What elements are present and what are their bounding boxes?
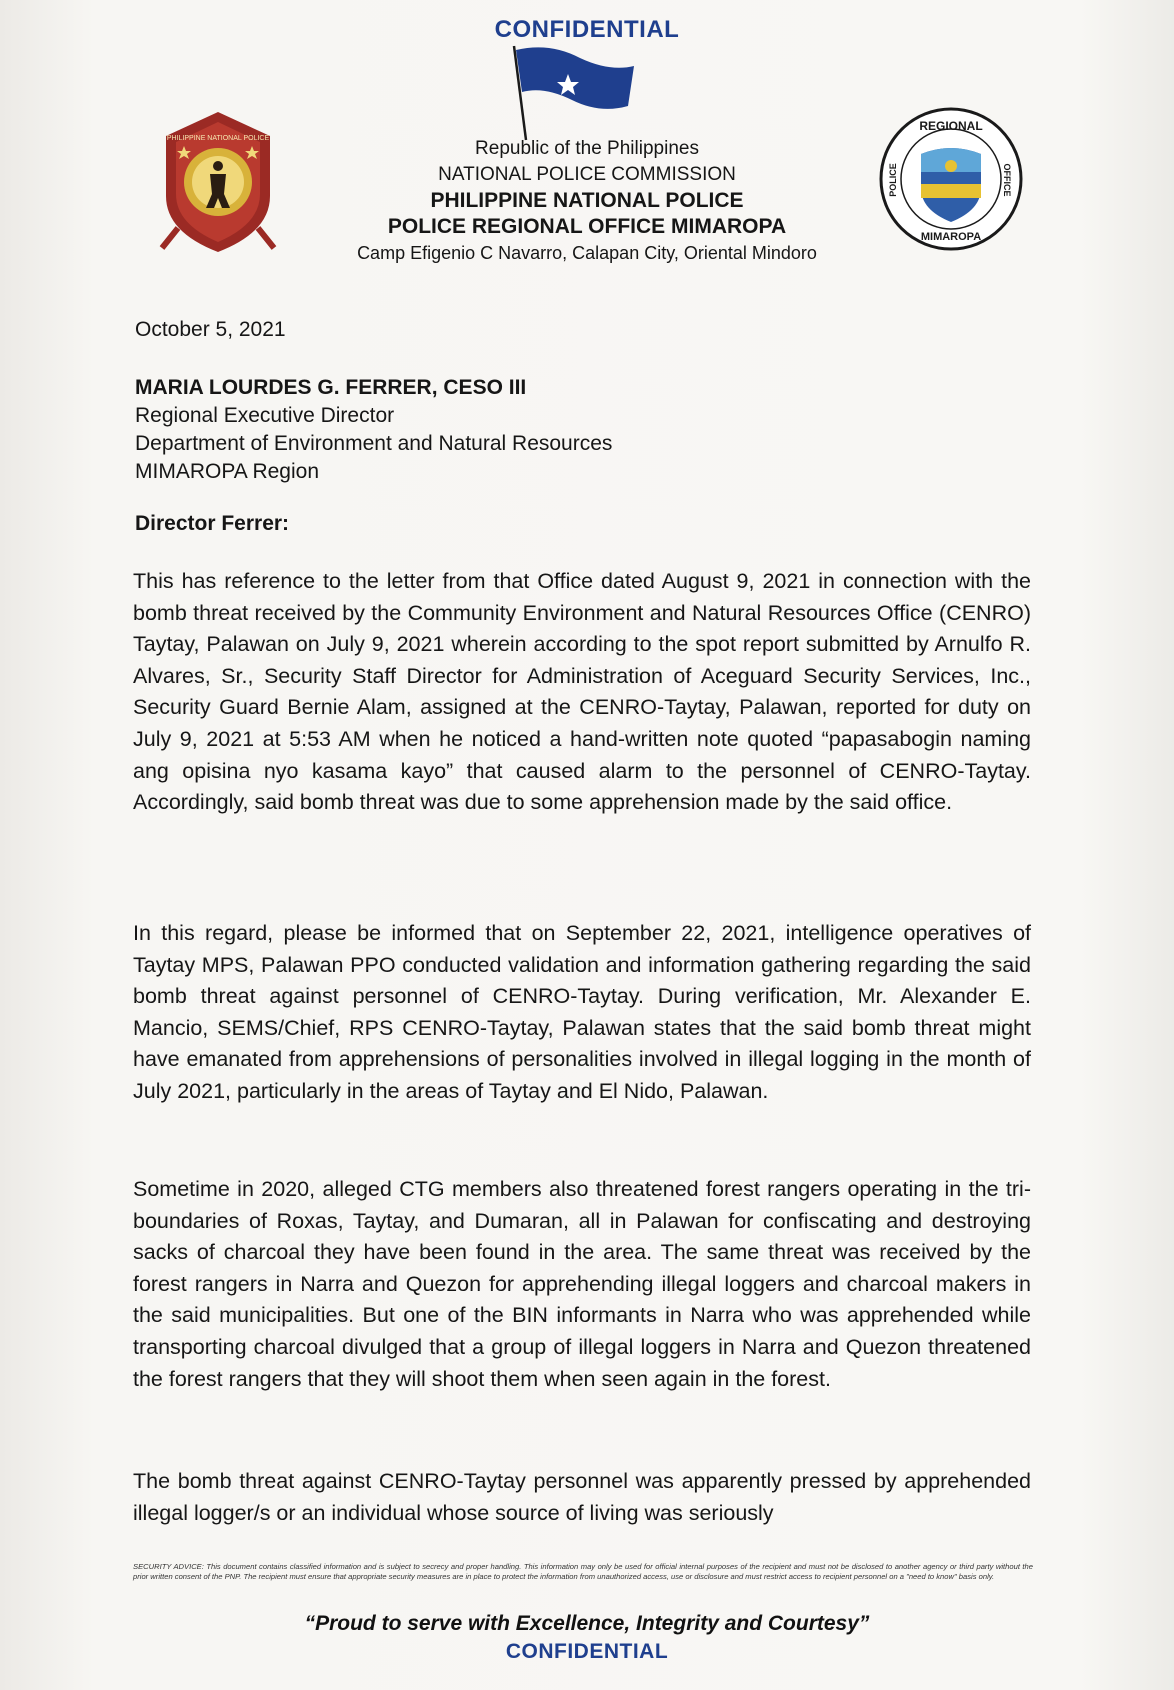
recipient-name: MARIA LOURDES G. FERRER, CESO III bbox=[135, 376, 527, 399]
recipient-department: Department of Environment and Natural Resources bbox=[135, 432, 613, 455]
letterhead-office: POLICE REGIONAL OFFICE MIMAROPA bbox=[387, 215, 787, 238]
body-paragraph-4: The bomb threat against CENRO-Taytay personnel was apparently pressed by apprehended illegal logger/s or an individual whose source of living was seriously bbox=[133, 1469, 1031, 1525]
motto: “Proud to serve with Excellence, Integrity and Courtesy” bbox=[304, 1612, 870, 1635]
letterhead-commission: NATIONAL POLICE COMMISSION bbox=[438, 164, 736, 185]
salutation: Director Ferrer: bbox=[135, 512, 290, 535]
body-paragraph-1: This has reference to the letter from that Office dated August 9, 2021 in connection with the bomb threat received by the Community Environment and Natural Resources Office (CENRO) Taytay, Palawan on July 9, 2021 wherein according to the spot report submitted by Arnulfo R. Alvares, Sr., Security Staff Director for Administration of Aceguard Security Services, Inc., Security Guard Bernie Alam, assigned at the CENRO-Taytay, Palawan, reported for duty on July 9, 2021 at 5:53 AM when he noticed a hand-written note quoted “papasabogin naming ang opisina nyo kasama kayo” that caused alarm to the personnel of CENRO-Taytay. Accordingly, said bomb threat was due to some apprehension made by the said office. bbox=[133, 569, 1031, 815]
letterhead-agency: PHILIPPINE NATIONAL POLICE bbox=[430, 189, 744, 212]
body-paragraph-3: Sometime in 2020, alleged CTG members also threatened forest rangers operating in the tri-boundaries of Roxas, Taytay, and Dumaran, all in Palawan for confiscating and destroying sacks of charcoal they have been found in the area. The same threat was received by the forest rangers in Narra and Quezon for apprehending illegal loggers and charcoal makers in the said municipalities. But one of the BIN informants in Narra who was apprehended while transporting charcoal divulged that a group of illegal loggers in Narra and Quezon threatened the forest rangers that they will shoot them when seen again in the forest. bbox=[133, 1177, 1031, 1391]
pnp-seal-label: PHILIPPINE NATIONAL POLICE bbox=[166, 135, 270, 142]
letterhead-address: Camp Efigenio C Navarro, Calapan City, Oriental Mindoro bbox=[357, 243, 817, 263]
seal-text-top: REGIONAL bbox=[919, 119, 983, 133]
classification-bottom: CONFIDENTIAL bbox=[505, 1640, 669, 1663]
letter-date: October 5, 2021 bbox=[135, 318, 286, 341]
recipient-region: MIMAROPA Region bbox=[135, 460, 320, 483]
seal-text-right: OFFICE bbox=[1002, 163, 1012, 197]
body-paragraph-2: In this regard, please be informed that on September 22, 2021, intelligence operatives of Taytay MPS, Palawan PPO conducted validation and information gathering regarding the said bomb threat against personnel of CENRO-Taytay. During verification, Mr. Alexander E. Mancio, SEMS/Chief, RPS CENRO-Taytay, Palawan states that the said bomb threat might have emanated from apprehensions of personalities involved in illegal logging in the month of July 2021, particularly in the areas of Taytay and El Nido, Palawan. bbox=[133, 921, 1031, 1103]
pnp-flag-icon bbox=[510, 44, 640, 144]
letterhead-republic: Republic of the Philippines bbox=[475, 138, 699, 159]
security-advice: SECURITY ADVICE: This document contains classified information and is subject to secrecy and proper handling. This information may only be used for official internal purposes of the recipient and must not be disclosed to another agency or third party without the prior written consent of the PNP. The recipient must ensure that appropriate security measures are in place to protect the information from unauthorized access, use or disclosure and must restrict access to recipient personnel on a "need to know" basis only. bbox=[133, 1562, 1033, 1581]
addressee-block bbox=[135, 374, 612, 486]
seal-text-left: POLICE bbox=[888, 163, 898, 197]
letterhead bbox=[0, 136, 1174, 266]
classification-top: CONFIDENTIAL bbox=[494, 16, 680, 43]
seal-text-bottom: MIMAROPA bbox=[920, 231, 982, 243]
recipient-title: Regional Executive Director bbox=[135, 404, 395, 427]
